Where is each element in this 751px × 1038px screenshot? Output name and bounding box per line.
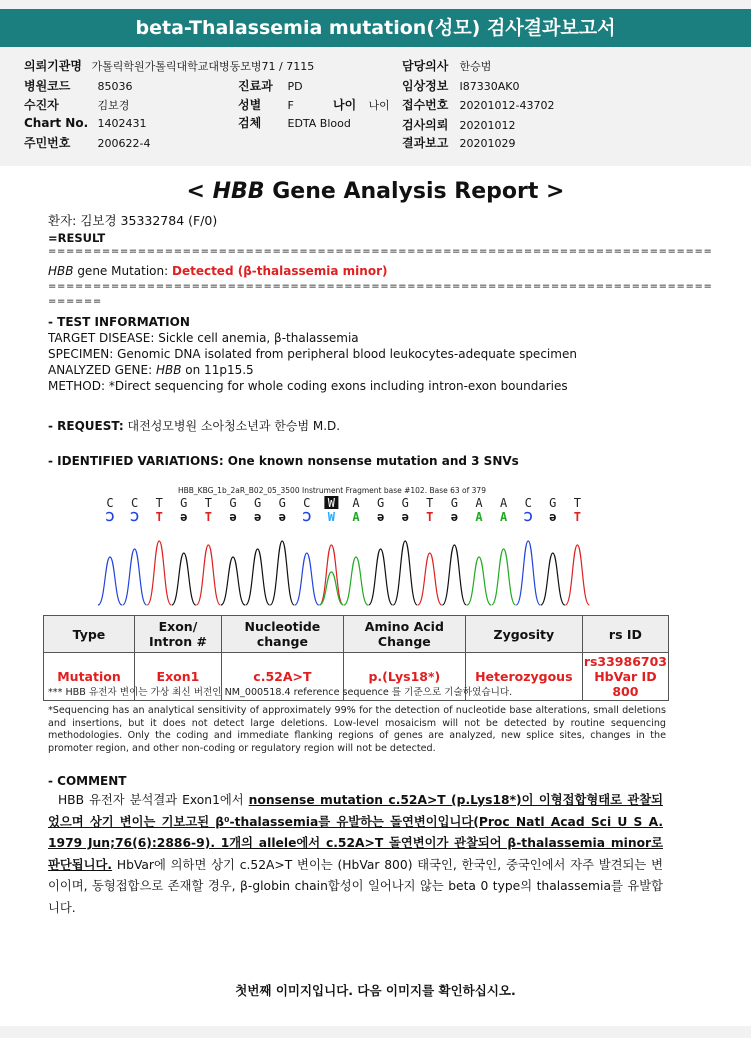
rrn-value: 200622-4 (97, 137, 151, 150)
base-call-colored: T (426, 510, 434, 524)
base-call-colored: Ↄ (523, 510, 533, 524)
base-call-colored: ə (180, 510, 188, 524)
comment-body (48, 790, 663, 919)
trace-peak (319, 545, 343, 605)
chart-label: Chart No. (24, 116, 89, 130)
base-call: T (155, 496, 163, 510)
test-info-label: - TEST INFORMATION (48, 315, 190, 329)
hospital-code-row (24, 77, 133, 94)
disclaimer-footnote: *Sequencing has an analytical sensitivity of approximately 99% for the detection of nucleotide base alterations, small deletions and insertions, but it does not detect large deletions. Low-level mosaicism will not be detected by routine sequencing methodologies. Only the coding and immediate flanking regions of genes are analyzed, new splice sites, changes in the promoter region, and other non-coding or regulatory region will not be detected. (48, 705, 666, 754)
base-call-colored: T (204, 510, 213, 524)
trace-peak (295, 553, 319, 605)
base-call: C (303, 496, 311, 510)
separator-tail: ====== (48, 296, 102, 307)
trace-peak (369, 549, 393, 605)
trace-peak (221, 557, 245, 605)
dept-value: PD (287, 80, 303, 93)
trace-peak (492, 549, 516, 605)
rrn-label: 주민번호 (24, 136, 71, 150)
col-nucleotide: Nucleotide change (221, 616, 343, 653)
trace-peak (541, 553, 565, 605)
trace-peak (246, 549, 270, 605)
base-call-colored: ə (549, 510, 557, 524)
chart-value: 1402431 (97, 117, 147, 130)
title-gene: HBB (212, 179, 265, 204)
receipt-label: 접수번호 (402, 98, 449, 112)
comment-part1: HBB 유전자 분석결과 Exon1에서 (57, 793, 249, 807)
separator-top: ========================================================================== (48, 246, 713, 257)
patient-line: 환자: 김보경 35332784 (F/0) (48, 213, 218, 228)
analyzed-gene-suffix: on 11p15.5 (181, 363, 254, 377)
trace-peak (147, 541, 171, 605)
base-call: C (106, 496, 114, 510)
rrn-row (24, 134, 150, 151)
base-call-colored: W (327, 510, 336, 524)
specimen-info: SPECIMEN: Genomic DNA isolated from peripheral blood leukocytes-adequate specimen (48, 347, 577, 361)
request-date-value: 20201012 (459, 119, 516, 132)
mutation-gene: HBB (48, 264, 74, 278)
cell-zygosity: Heterozygous (465, 653, 582, 701)
base-call-colored: ə (278, 510, 286, 524)
patient-row (24, 96, 129, 113)
col-rsid: rs ID (582, 616, 668, 653)
base-call-colored: ə (450, 510, 459, 524)
age-value: 나이 (368, 99, 390, 112)
variations-label: - IDENTIFIED VARIATIONS: One known nonsense mutation and 3 SNVs (48, 454, 519, 468)
base-call: C (524, 496, 532, 510)
report-date-label: 결과보고 (402, 136, 449, 150)
report-page (0, 166, 751, 1026)
base-call: T (426, 496, 434, 510)
base-call-colored: ə (376, 510, 385, 524)
title-suffix: Gene Analysis Report > (264, 179, 565, 204)
cell-exon: Exon1 (134, 653, 221, 701)
doctor-row (402, 57, 491, 74)
cell-amino: p.(Lys18*) (343, 653, 465, 701)
trace-peak (344, 557, 368, 605)
target-disease: TARGET DISEASE: Sickle cell anemia, β-thalassemia (48, 331, 359, 345)
base-call-colored: T (573, 510, 582, 524)
col-type: Type (44, 616, 135, 653)
patient-label: 수진자 (24, 98, 59, 112)
trace-peak (270, 541, 294, 605)
cell-type: Mutation (44, 653, 135, 701)
trace-peak (196, 545, 220, 605)
report-date-row (402, 134, 516, 151)
trace-peak (442, 545, 466, 605)
patient-value: 김보경 (97, 99, 130, 112)
request-date-label: 검사의뢰 (402, 118, 449, 132)
request-date-row (402, 116, 516, 133)
sex-row (238, 96, 390, 113)
receipt-value: 20201012-43702 (459, 99, 555, 112)
base-call: G (278, 496, 286, 510)
base-call: G (229, 496, 237, 510)
comment-part3: HbVar에 의하면 상기 c.52A>T 변이는 (HbVar 800) 태국인, 한국인, 중국인에서 자주 발견되는 변이이며, 동형접합으로 존재할 경우, β-globin chain합성이 일어나지 않는 beta 0 type의 thalassemia를 유발합니다. (48, 857, 663, 915)
base-call: T (573, 496, 582, 510)
base-call: A (475, 496, 483, 510)
method-info: METHOD: *Direct sequencing for whole coding exons including intron-exon boundaries (48, 379, 568, 393)
trace-peak (565, 545, 589, 605)
trace-peak-secondary (319, 572, 343, 605)
chart-row (24, 116, 147, 130)
sex-value: F (287, 99, 294, 112)
trace-peak (98, 557, 122, 605)
trace-peak (123, 549, 147, 605)
reference-footnote: *** HBB 유전자 변이는 가상 최신 버전인 NM_000518.4 reference sequence 를 기준으로 기술하였습니다. (48, 687, 513, 698)
dept-row (238, 77, 303, 94)
doctor-value: 한승범 (459, 60, 492, 73)
base-call: G (450, 496, 459, 510)
analyzed-gene-prefix: ANALYZED GENE: (48, 363, 156, 377)
trace-peak (516, 541, 540, 605)
request-line (48, 417, 340, 434)
base-call: W (327, 496, 336, 510)
separator-bottom: ========================================================================== (48, 281, 713, 292)
mutation-result-line (48, 264, 387, 278)
patient-header (0, 50, 751, 160)
base-call: G (376, 496, 385, 510)
base-call-colored: Ↄ (130, 510, 139, 524)
clinical-value: I87330AK0 (459, 80, 520, 93)
base-call: A (352, 496, 360, 510)
specimen-value: EDTA Blood (287, 117, 351, 130)
base-call: G (549, 496, 557, 510)
comment-part2: nonsense mutation c.52A>T (p.Lys18*)이 이형접합형태로 관찰되었으며 상기 변이는 기보고된 β⁰-thalassemia를 유발하는 돌연변이입니다(Proc Natl Acad Sci U S A. 1979 Jun;76(6):2886-9). 1개의 allele에서 c.52A>T 돌연변이가 관찰되어 β-thalassemia minor로 판단됩니다. (48, 793, 663, 872)
institution-label: 의뢰기관명 (24, 59, 82, 73)
rsid-value: rs33986703 (583, 654, 667, 669)
analyzed-gene-name: HBB (155, 363, 182, 377)
col-amino: Amino Acid Change (343, 616, 465, 653)
hbvar-value: HbVar ID 800 (594, 669, 657, 699)
report-date-value: 20201029 (459, 137, 516, 150)
mutation-label: gene Mutation: (73, 264, 172, 278)
base-call: A (499, 496, 508, 510)
dept-label: 진료과 (238, 79, 273, 93)
trace-peak (393, 541, 417, 605)
base-call-colored: Ↄ (105, 510, 115, 524)
hospital-code-label: 병원코드 (24, 79, 71, 93)
title-prefix: < (186, 179, 213, 204)
trace-peak (467, 557, 491, 605)
report-banner-title: beta-Thalassemia mutation(성모) 검사결과보고서 (0, 9, 751, 47)
receipt-row (402, 96, 554, 113)
footer-note: 첫번째 이미지입니다. 다음 이미지를 확인하십시오. (235, 983, 516, 998)
institution-row (24, 57, 314, 74)
clinical-row (402, 77, 519, 94)
institution-value: 가톨릭학원가톨릭대학교대병동모병71 / 7115 (91, 60, 315, 73)
comment-label: - COMMENT (48, 774, 127, 788)
specimen-label: 검체 (238, 116, 262, 130)
base-call-colored: Ↄ (302, 510, 312, 524)
base-call: G (401, 496, 409, 510)
request-value: 대전성모병원 소아청소년과 한승범 M.D. (123, 419, 341, 433)
trace-peak (418, 553, 442, 605)
base-call: G (253, 496, 262, 510)
base-call-colored: T (155, 510, 163, 524)
col-exon: Exon/ Intron # (134, 616, 221, 653)
base-call: G (180, 496, 188, 510)
base-call: C (130, 496, 139, 510)
trace-peak (172, 553, 196, 605)
base-call-colored: ə (401, 510, 409, 524)
cell-nucleotide: c.52A>T (221, 653, 343, 701)
base-call-colored: ə (253, 510, 262, 524)
base-call: T (204, 496, 213, 510)
base-call-colored: A (499, 510, 508, 524)
base-call-colored: A (475, 510, 483, 524)
chromatogram-header: HBB_KBG_1b_2aR_B02_05_3500 Instrument Fragment base #102. Base 63 of 379 (178, 486, 486, 495)
report-title (0, 179, 751, 204)
request-label: - REQUEST: (48, 419, 124, 433)
col-zygosity: Zygosity (465, 616, 582, 653)
result-label: =RESULT (48, 231, 106, 245)
analyzed-gene (48, 363, 254, 377)
clinical-label: 임상정보 (402, 79, 449, 93)
mutation-result: Detected (β-thalassemia minor) (171, 264, 388, 278)
specimen-row (238, 114, 351, 131)
variants-header-row (44, 616, 669, 653)
age-label: 나이 (333, 98, 357, 112)
hospital-code-value: 85036 (97, 80, 133, 93)
sequencing-chromatogram (0, 473, 751, 613)
doctor-label: 담당의사 (402, 59, 449, 73)
base-call-colored: ə (229, 510, 237, 524)
sex-label: 성별 (238, 98, 262, 112)
base-call-colored: A (352, 510, 360, 524)
